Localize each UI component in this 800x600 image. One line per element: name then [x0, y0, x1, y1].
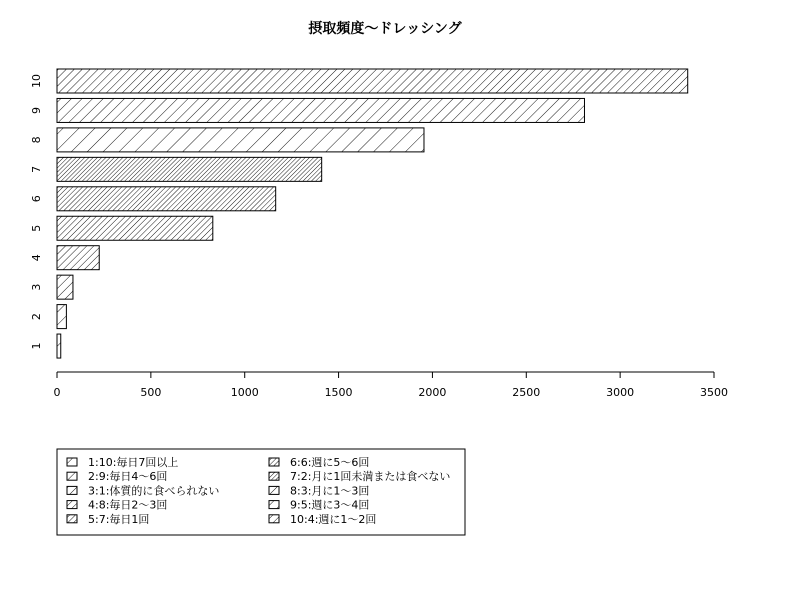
y-tick-label: 5	[30, 224, 43, 232]
chart-title: 摂取頻度〜ドレッシング	[308, 21, 462, 37]
bar-7	[57, 157, 322, 181]
legend-swatch	[269, 515, 279, 523]
x-tick-label: 1500	[324, 386, 353, 399]
legend-item: 8:3:月に1〜3回	[290, 484, 370, 498]
legend-swatch	[269, 458, 279, 466]
legend-item: 6:6:週に5〜6回	[290, 456, 370, 469]
legend-item: 9:5:週に3〜4回	[290, 498, 370, 512]
y-tick-label: 7	[30, 165, 43, 173]
y-tick-label: 6	[30, 195, 43, 203]
legend-swatch	[67, 486, 77, 494]
y-tick-label: 8	[30, 136, 43, 144]
x-tick-label: 2000	[418, 386, 447, 399]
legend-swatch	[67, 501, 77, 509]
bar-6	[57, 187, 276, 211]
y-tick-label: 4	[30, 254, 43, 262]
bar-8	[57, 128, 424, 152]
bar-2	[57, 305, 66, 329]
y-tick-label: 1	[30, 342, 43, 350]
legend-swatch	[67, 515, 77, 523]
bar-10	[57, 69, 688, 93]
x-tick-label: 3500	[700, 386, 728, 399]
bar-1	[57, 334, 61, 358]
x-tick-label: 1000	[230, 386, 259, 399]
y-tick-label: 9	[30, 106, 43, 114]
legend-swatch	[269, 472, 279, 480]
legend-swatch	[269, 486, 279, 494]
legend-swatch	[269, 501, 279, 509]
x-tick-label: 0	[53, 386, 61, 399]
bar-9	[57, 98, 584, 122]
legend-item: 7:2:月に1回未満または食べない	[290, 470, 451, 484]
legend-item: 2:9:毎日4〜6回	[88, 470, 168, 484]
y-tick-label: 2	[30, 313, 43, 321]
bar-5	[57, 216, 213, 240]
legend-item: 1:10:毎日7回以上	[88, 456, 179, 469]
legend-swatch	[67, 458, 77, 466]
bar-4	[57, 246, 99, 270]
legend-swatch	[67, 472, 77, 480]
x-tick-label: 2500	[512, 386, 541, 399]
y-tick-label: 10	[30, 74, 43, 88]
legend-item: 5:7:毎日1回	[88, 512, 150, 526]
legend-item: 10:4:週に1〜2回	[290, 512, 377, 526]
y-tick-label: 3	[30, 283, 43, 291]
legend-item: 3:1:体質的に食べられない	[88, 484, 220, 498]
legend-item: 4:8:毎日2〜3回	[88, 498, 168, 512]
x-tick-label: 500	[140, 386, 162, 399]
x-tick-label: 3000	[606, 386, 635, 399]
bar-3	[57, 275, 73, 299]
